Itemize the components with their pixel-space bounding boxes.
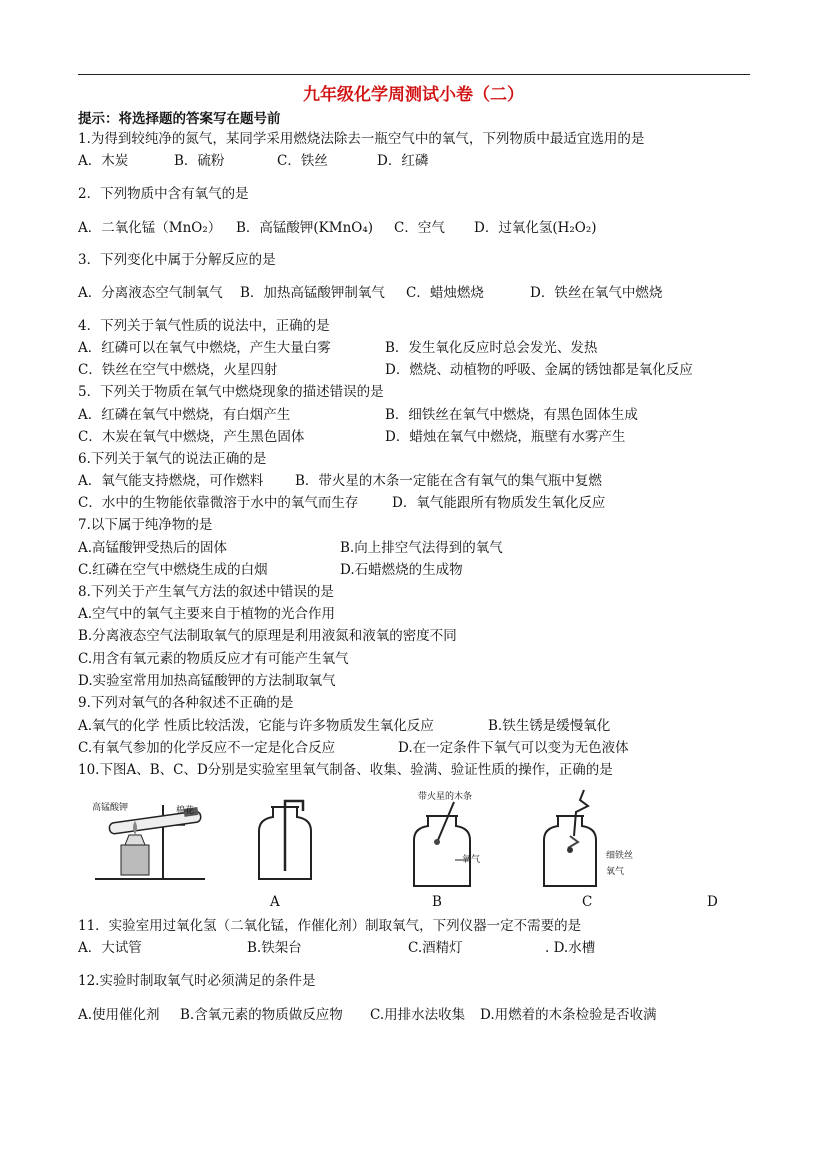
q7-option-b: B.向上排空气法得到的氧气 [340, 540, 503, 556]
figure-a-cotton-label: 棉花 [176, 806, 195, 816]
q6-option-a: A．氧气能支持燃烧，可作燃料 [78, 473, 264, 489]
q4-option-a: A．红磷可以在氧气中燃烧，产生大量白雾 [78, 340, 331, 356]
header-rule [78, 74, 750, 75]
q1-option-a: A．木炭 [78, 153, 129, 169]
figure-c-stick-label: 带火星的木条 [418, 792, 473, 802]
q3-option-a: A．分离液态空气制氧气 [78, 285, 223, 301]
q5-option-d: D．蜡烛在氧气中燃烧，瓶壁有水雾产生 [385, 429, 626, 445]
question-9-stem: 9.下列对氧气的各种叙述不正确的是 [78, 695, 294, 711]
q1-option-c: C．铁丝 [277, 153, 328, 169]
figure-d-iron-wire-burning [540, 786, 610, 890]
figure-d-gas-label: 氧气 [606, 867, 625, 877]
q7-option-d: D.石蜡燃烧的生成物 [340, 562, 463, 578]
q12-option-d: D.用燃着的木条检验是否收满 [480, 1007, 657, 1023]
question-3-stem: 3．下列变化中属于分解反应的是 [78, 252, 276, 268]
figure-c-oxygen-test [410, 800, 490, 890]
q2-option-a: A．二氧化锰（MnO₂） [78, 220, 222, 236]
q8-option-c: C.用含有氧元素的物质反应才有可能产生氧气 [78, 651, 349, 667]
q12-option-b: B.含氧元素的物质做反应物 [180, 1007, 343, 1023]
q2-option-c: C．空气 [394, 220, 445, 236]
q6-option-d: D．氧气能跟所有物质发生氧化反应 [392, 495, 606, 511]
question-4-stem: 4．下列关于氧气性质的说法中，正确的是 [78, 318, 330, 334]
q2-option-b: B．高锰酸钾(KMnO₄) [236, 220, 374, 236]
q8-option-a: A.空气中的氧气主要来自于植物的光合作用 [78, 606, 336, 622]
q4-option-c: C．铁丝在空气中燃烧，火星四射 [78, 362, 278, 378]
q3-option-d: D．铁丝在氧气中燃烧 [530, 285, 663, 301]
instruction-tip: 提示：将选择题的答案写在题号前 [78, 111, 281, 127]
q12-option-a: A.使用催化剂 [78, 1007, 160, 1023]
figure-d-wire-label: 细铁丝 [606, 851, 634, 861]
question-6-stem: 6.下列关于氧气的说法正确的是 [78, 451, 267, 467]
q8-option-d: D.实验室常用加热高锰酸钾的方法制取氧气 [78, 673, 336, 689]
q11-option-c: C.酒精灯 [408, 940, 463, 956]
q9-option-d: D.在一定条件下氧气可以变为无色液体 [398, 740, 629, 756]
q7-option-a: A.高锰酸钾受热后的固体 [78, 540, 228, 556]
q8-option-b: B.分离液态空气法制取氧气的原理是利用液氮和液氧的密度不同 [78, 628, 457, 644]
q4-option-d: D．燃烧、动植物的呼吸、金属的锈蚀都是氧化反应 [385, 362, 693, 378]
q9-option-a: A.氧气的化学 性质比较活泼，它能与许多物质发生氧化反应 [78, 718, 434, 734]
page-title: 九年级化学周测试小卷（二） [303, 85, 524, 105]
question-2-stem: 2．下列物质中含有氧气的是 [78, 186, 249, 202]
q11-option-a: A．大试管 [78, 940, 142, 956]
figure-b-gas-bottle [255, 795, 315, 885]
q7-option-c: C.红磷在空气中燃烧生成的白烟 [78, 562, 268, 578]
q5-option-a: A．红磷在氧气中燃烧，有白烟产生 [78, 407, 291, 423]
q5-option-b: B．细铁丝在氧气中燃烧，有黑色固体生成 [385, 407, 638, 423]
q1-option-d: D．红磷 [377, 153, 429, 169]
q3-option-b: B．加热高锰酸钾制氧气 [240, 285, 385, 301]
q6-option-b: B．带火星的木条一定能在含有氧气的集气瓶中复燃 [295, 473, 602, 489]
q2-option-d: D．过氧化氢(H₂O₂) [474, 220, 597, 236]
question-10-stem: 10.下图A、B、C、D分别是实验室里氧气制备、收集、验满、验证性质的操作，正确的是 [78, 762, 613, 778]
figure-label-c: C [582, 894, 593, 910]
question-7-stem: 7.以下属于纯净物的是 [78, 517, 213, 533]
q1-option-b: B．硫粉 [174, 153, 225, 169]
question-8-stem: 8.下列关于产生氧气方法的叙述中错误的是 [78, 584, 334, 600]
figure-label-d: D [707, 894, 718, 910]
question-1-stem: 1.为得到较纯净的氮气，某同学采用燃烧法除去一瓶空气中的氧气，下列物质中最适宜选用的是 [78, 131, 645, 147]
question-11-stem: 11．实验室用过氧化氢（二氧化锰，作催化剂）制取氧气，下列仪器一定不需要的是 [78, 918, 582, 934]
figure-label-b: B [432, 894, 442, 910]
q9-option-c: C.有氧气参加的化学反应不一定是化合反应 [78, 740, 336, 756]
q12-option-c: C.用排水法收集 [370, 1007, 466, 1023]
q9-option-b: B.铁生锈是缓慢氧化 [488, 718, 611, 734]
q4-option-b: B．发生氧化反应时总会发光、发热 [385, 340, 598, 356]
figure-a-reagent-label: 高锰酸钾 [92, 803, 129, 813]
q3-option-c: C．蜡烛燃烧 [406, 285, 484, 301]
question-5-stem: 5．下列关于物质在氧气中燃烧现象的描述错误的是 [78, 384, 384, 400]
q11-option-b: B.铁架台 [247, 940, 302, 956]
figure-label-a: A [270, 894, 280, 910]
question-12-stem: 12.实验时制取氧气时必须满足的条件是 [78, 973, 316, 989]
figure-c-gas-label: 氧气 [462, 855, 481, 865]
q6-option-c: C．水中的生物能依靠微溶于水中的氧气而生存 [78, 495, 359, 511]
q11-option-d: . D.水槽 [545, 940, 596, 956]
q5-option-c: C．木炭在氧气中燃烧，产生黑色固体 [78, 429, 305, 445]
